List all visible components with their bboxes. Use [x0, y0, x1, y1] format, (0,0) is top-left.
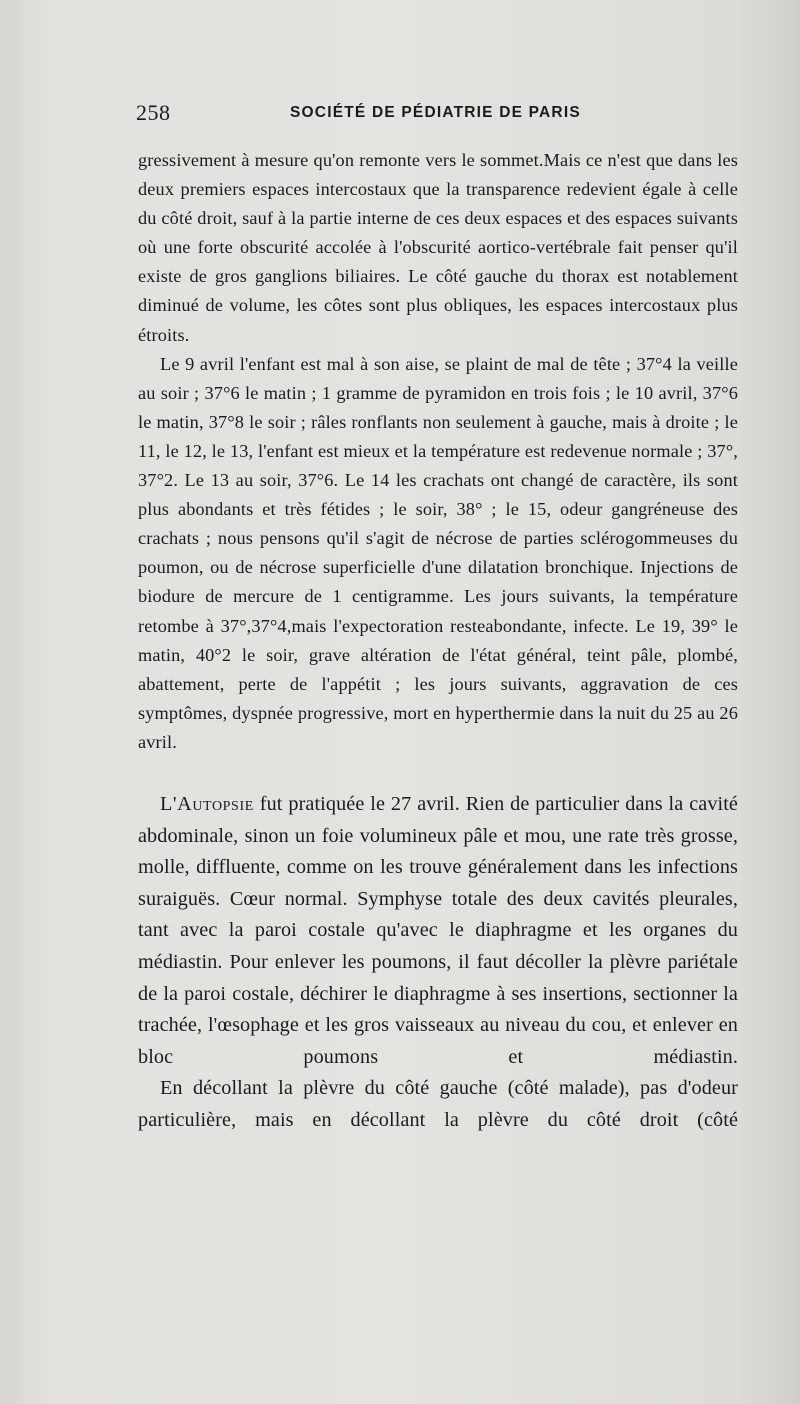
- paragraph-autopsy: [138, 789, 738, 1073]
- autopsy-heading: L'Autopsie: [160, 793, 254, 815]
- page-header: [0, 100, 800, 130]
- paragraph-clinical-course: Le 9 avril l'enfant est mal à son aise, se plaint de mal de tête ; 37°4 la veille au soir ; 37°6 le matin ; 1 gramme de pyramidon en trois fois ; le 10 avril, 37°6 le matin, 37°8 le soir ; râles ronflants non seulement à gauche, mais à droite ; le 11, le 12, le 13, l'enfant est mieux et la température est redevenue normale ; 37°, 37°2. Le 13 au soir, 37°6. Le 14 les crachats ont changé de caractère, ils sont plus abondants et très fétides ; le soir, 38° ; le 15, odeur gangréneuse des crachats ; nous pensons qu'il s'agit de nécrose de parties sclérogommeuses du poumon, ou de nécrose superficielle d'une dilatation bronchique. Injections de biodure de mercure de 1 centigramme. Les jours suivants, la température retombe à 37°,37°4,mais l'expectoration resteabondante, infecte. Le 19, 39° le matin, 40°2 le soir, grave altération de l'état général, teint pâle, plombé, abattement, perte de l'appétit ; les jours suivants, aggravation de ces symptômes, dyspnée progressive, mort en hyperthermie dans la nuit du 25 au 26 avril.: [138, 353, 738, 752]
- autopsy-block: [138, 789, 738, 1137]
- running-title: SOCIÉTÉ DE PÉDIATRIE DE PARIS: [290, 104, 581, 121]
- page-number: 258: [136, 100, 171, 125]
- paragraph-radiology: gressivement à mesure qu'on remonte vers le sommet.Mais ce n'est que dans les deux premiers espaces intercostaux que la transparence redevient égale à celle du côté droit, sauf à la partie interne de ces deux espaces et des espaces suivants où une forte obscurité accolée à l'obscurité aortico-vertébrale fait penser qu'il existe de gros ganglions biliaires. Le côté gauche du thorax est notablement diminué de volume, les côtes sont plus obliques, les espaces intercostaux plus étroits.: [138, 150, 738, 345]
- clinical-history-block: [138, 146, 738, 757]
- paragraph-pleura: En décollant la plèvre du côté gauche (côté malade), pas d'odeur particulière, mais en décollant la plèvre du côté droit (côté: [138, 1077, 738, 1131]
- autopsy-text: fut pratiquée le 27 avril. Rien de particulier dans la cavité abdominale, sinon un foie volumineux pâle et mou, une rate très grosse, molle, diffluente, comme on les trouve généralement dans les infections suraiguës. Cœur normal. Symphyse totale des deux cavités pleurales, tant avec la paroi costale qu'avec le diaphragme et les organes du médiastin. Pour enlever les poumons, il faut décoller la plèvre pariétale de la paroi costale, déchirer le diaphragme à ses insertions, sectionner la trachée, l'œsophage et les gros vaisseaux au niveau du cou, et enlever en bloc poumons et médiastin.: [138, 793, 738, 1068]
